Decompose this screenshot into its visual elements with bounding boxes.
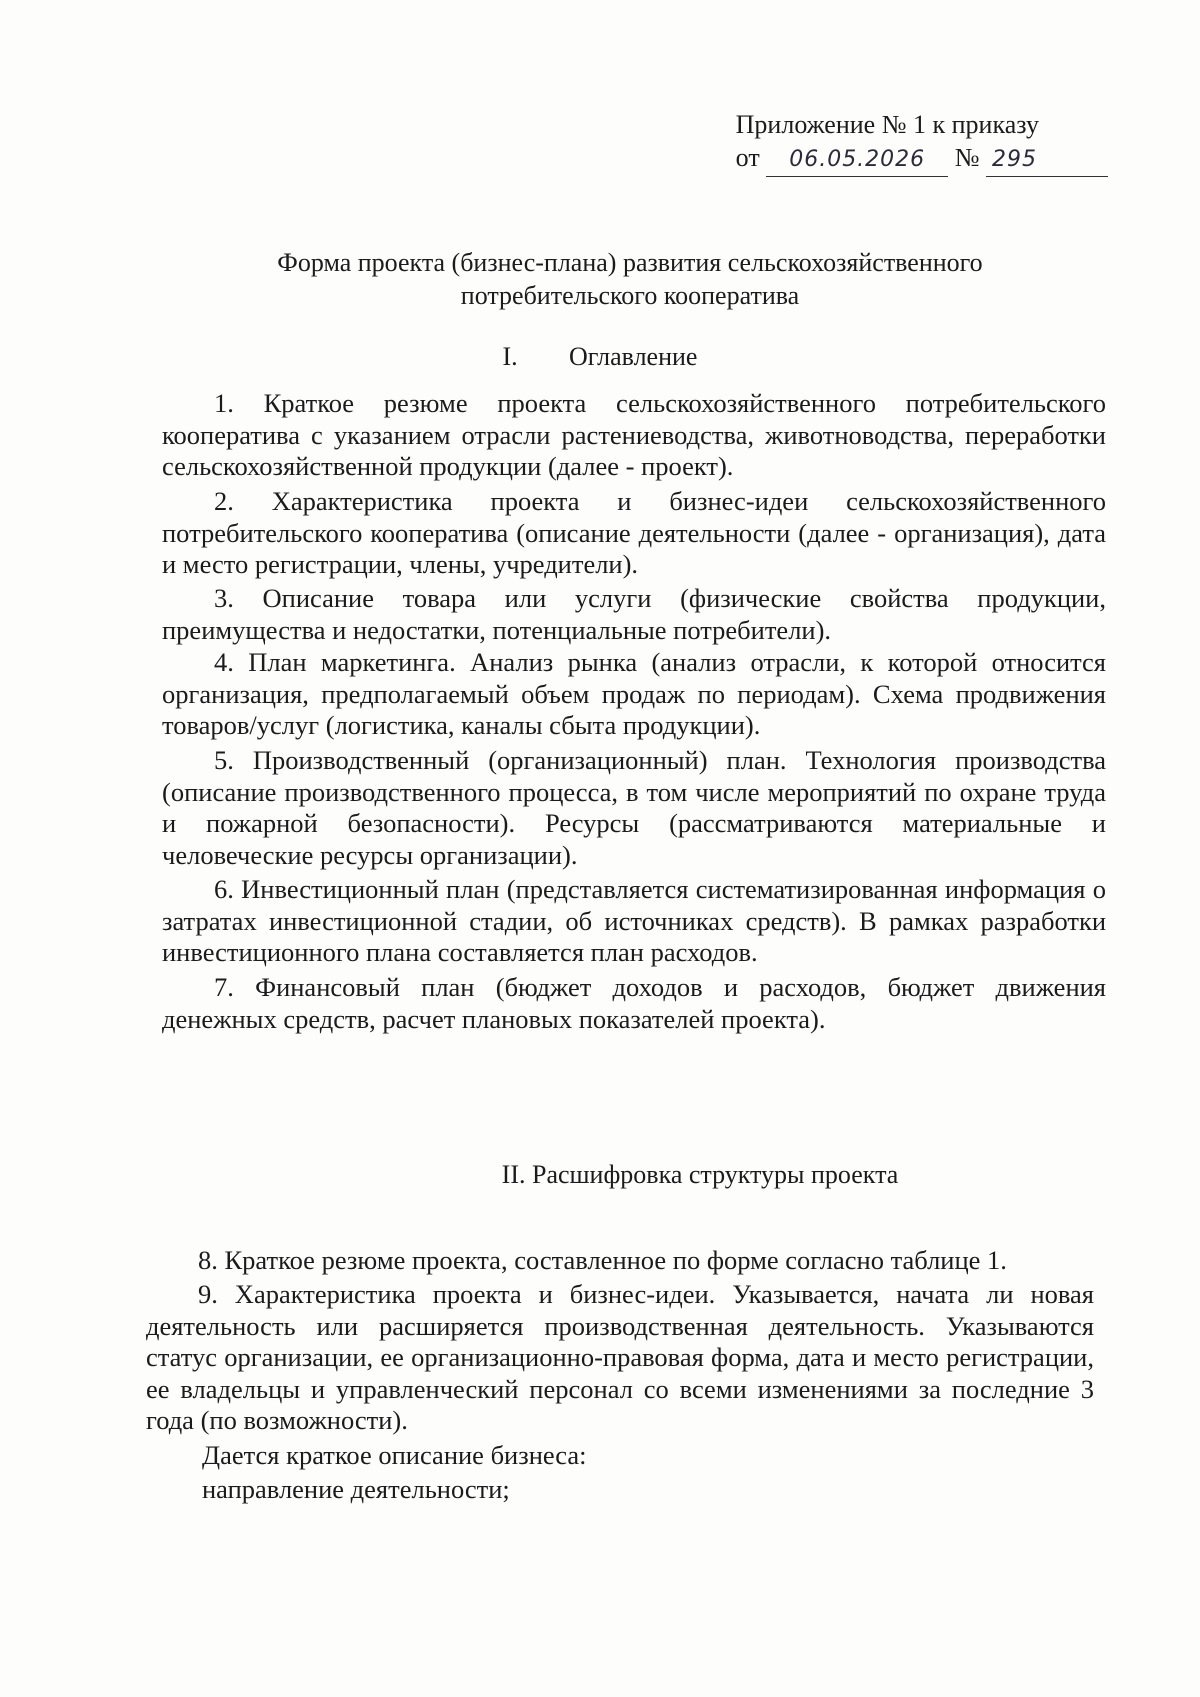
section-1-number: I. [502,342,518,371]
toc-item-7: 7. Финансовый план (бюджет доходов и расходов, бюджет движения денежных средств, расчет плановых показателей проекта). [162,972,1106,1034]
title-line-2: потребительского кооператива [460,281,800,310]
section-2-heading: II. Расшифровка структуры проекта [501,1160,899,1189]
handwritten-number: 295 [986,143,1108,177]
toc-item-1: 1. Краткое резюме проекта сельскохозяйственного потребительского кооператива с указанием отрасли растениеводства, животноводства, переработки сельскохозяйственной продукции (далее - проект). [162,388,1106,481]
appendix-title: Приложение № 1 к приказу [735,110,1039,139]
title-line-1: Форма проекта (бизнес-плана) развития сельскохозяйственного [277,248,983,277]
order-reference [736,141,1108,177]
toc-item-6: 6. Инвестиционный план (представляется систематизированная информация о затратах инвестиционной стадии, об источниках средств). В рамках разработки инвестиционного плана составляется план расходов. [162,874,1106,967]
business-description-intro: Дается краткое описание бизнеса: [202,1440,587,1470]
toc-item-5: 5. Производственный (организационный) план. Технология производства (описание производственного процесса, в том числе мероприятий по охране труда и пожарной безопасности). Ресурсы (рассматриваются материальные и человеческие ресурсы организации). [162,745,1106,870]
appendix-header [736,108,1108,177]
toc-item-3: 3. Описание товара или услуги (физические свойства продукции, преимущества и недостатки, потенциальные потребители). [162,583,1106,645]
toc-item-2: 2. Характеристика проекта и бизнес-идеи сельскохозяйственного потребительского кооператива (описание деятельности (далее - организация), дата и место регистрации, члены, учредители). [162,486,1106,579]
document-title [230,246,1030,312]
body-item-8: 8. Краткое резюме проекта, составленное по форме согласно таблице 1. [198,1245,1007,1275]
section-1-heading [0,340,1200,373]
section-1-label: Оглавление [569,342,698,371]
number-label: № [954,143,980,172]
handwritten-date: 06.05.2026 [766,143,948,177]
from-label: от [735,143,760,172]
business-direction-line: направление деятельности; [202,1474,510,1504]
toc-item-4: 4. План маркетинга. Анализ рынка (анализ отрасли, к которой относится организация, предполагаемый объем продаж по периодам). Схема продвижения товаров/услуг (логистика, каналы сбыта продукции). [162,647,1106,740]
body-item-9: 9. Характеристика проекта и бизнес-идеи. Указывается, начата ли новая деятельность или расширяется производственная деятельность. Указываются статус организации, ее организационно-правовая форма, дата и место регистрации, ее владельцы и управленческий персонал со всеми изменениями за последние 3 года (по возможности). [146,1279,1094,1435]
